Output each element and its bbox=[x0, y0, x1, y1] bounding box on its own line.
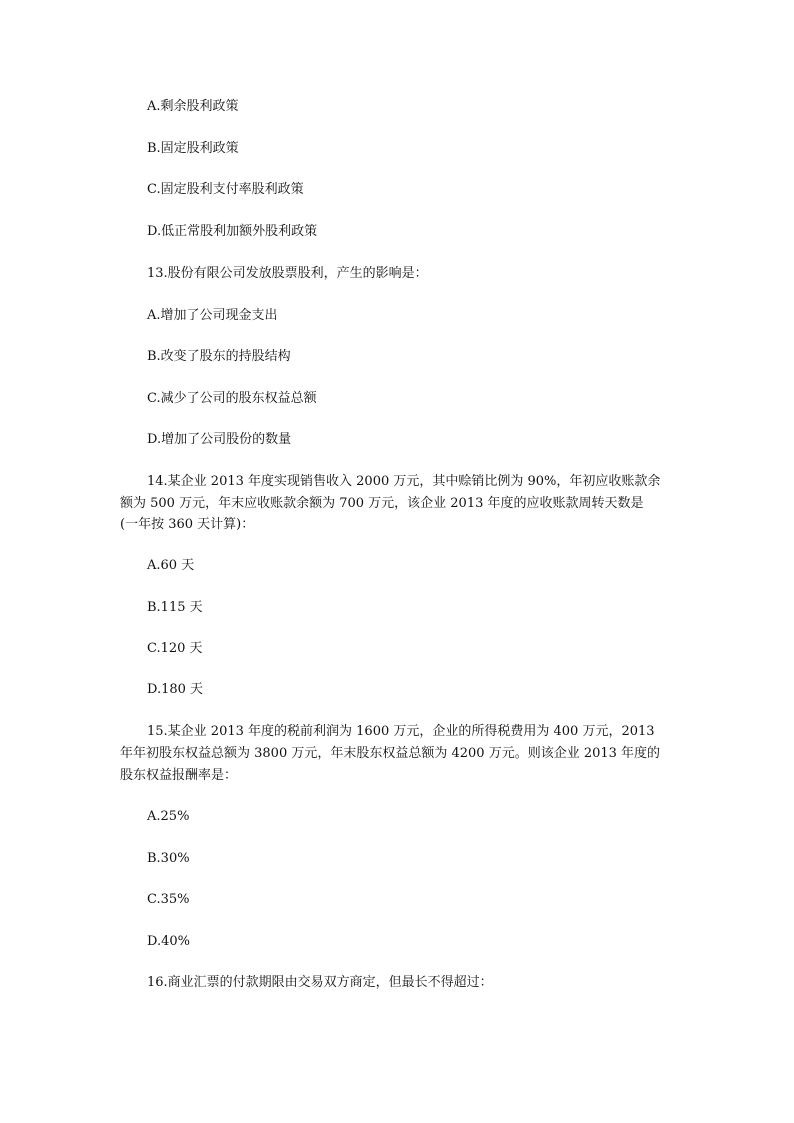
q16-stem: 16.商业汇票的付款期限由交易双方商定，但最长不得超过： bbox=[147, 975, 493, 990]
q14-stem-line-2: 额为 500 万元，年末应收账款余额为 700 万元，该企业 2013 年度的应收账款周转天数是 bbox=[120, 496, 644, 511]
q13-option-b: B.改变了股东的持股结构 bbox=[147, 349, 291, 364]
q13-option-c: C.减少了公司的股东权益总额 bbox=[147, 391, 317, 406]
q15-option-a: A.25% bbox=[147, 809, 190, 824]
q14-stem-line-3: (一年按 360 天计算)： bbox=[120, 517, 255, 532]
q15-option-b: B.30% bbox=[147, 851, 190, 866]
q12-option-b: B.固定股利政策 bbox=[147, 141, 239, 156]
q12-option-d: D.低正常股利加额外股利政策 bbox=[147, 224, 318, 239]
q12-option-a: A.剩余股利政策 bbox=[147, 99, 239, 114]
q13-stem: 13.股份有限公司发放股票股利，产生的影响是： bbox=[147, 266, 428, 281]
q15-stem-line-3: 股东权益报酬率是： bbox=[120, 768, 238, 783]
q15-stem-line-2: 年年初股东权益总额为 3800 万元，年末股东权益总额为 4200 万元。则该企业 2013 年度的 bbox=[120, 746, 661, 761]
q14-option-c: C.120 天 bbox=[147, 641, 203, 656]
q12-option-c: C.固定股利支付率股利政策 bbox=[147, 182, 304, 197]
q13-option-a: A.增加了公司现金支出 bbox=[147, 308, 278, 323]
q14-option-b: B.115 天 bbox=[147, 600, 203, 615]
q15-stem-line-1: 15.某企业 2013 年度的税前利润为 1600 万元，企业的所得税费用为 400 万元，2013 bbox=[147, 724, 655, 739]
q14-stem-line-1: 14.某企业 2013 年度实现销售收入 2000 万元，其中赊销比例为 90%，年初应收账款余 bbox=[147, 474, 661, 489]
q15-option-c: C.35% bbox=[147, 892, 190, 907]
q13-option-d: D.增加了公司股份的数量 bbox=[147, 432, 292, 447]
q14-option-d: D.180 天 bbox=[147, 682, 204, 697]
q15-option-d: D.40% bbox=[147, 934, 190, 949]
q14-option-a: A.60 天 bbox=[147, 558, 195, 573]
